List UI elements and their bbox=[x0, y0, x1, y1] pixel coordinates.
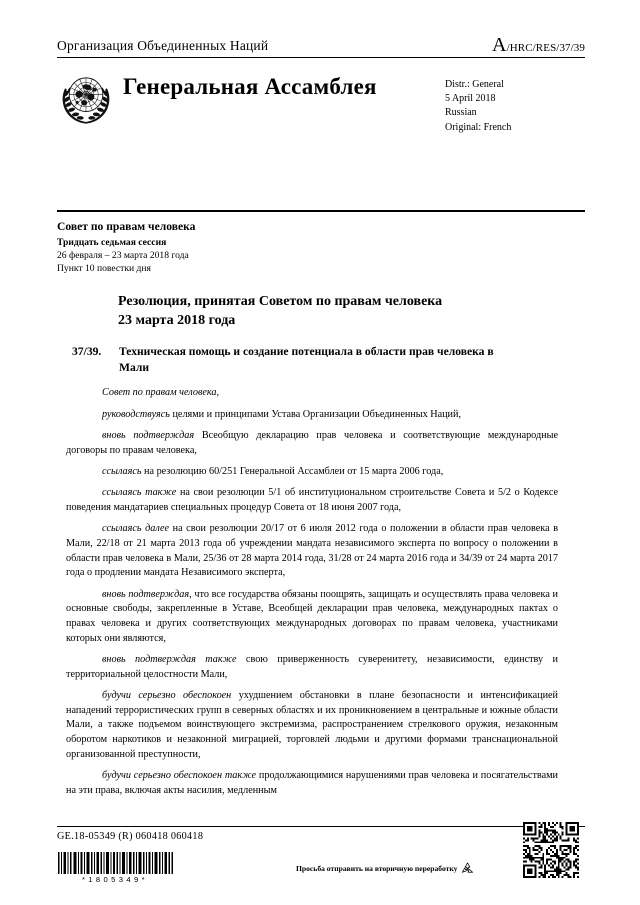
recycle-icon bbox=[460, 861, 475, 876]
preamble-lead-phrase: ссылаясь далее bbox=[102, 523, 170, 535]
recycle-note-text: Просьба отправить на вторичную переработку bbox=[296, 864, 458, 873]
resolution-item bbox=[72, 344, 572, 375]
session-block bbox=[57, 219, 457, 276]
preamble-lead-phrase: ссылаясь bbox=[102, 465, 142, 477]
resolution-number: 37/39. bbox=[72, 345, 102, 358]
preamble-lead-phrase: ссылаясь также bbox=[102, 487, 177, 499]
resolution-heading-line1: Резолюция, принятая Советом по правам человека bbox=[118, 294, 443, 309]
preamble-paragraph bbox=[66, 689, 558, 763]
un-emblem-icon bbox=[57, 68, 115, 126]
resolution-heading bbox=[118, 293, 578, 330]
preamble-paragraph bbox=[66, 653, 558, 682]
preamble-lead-phrase: будучи серьезно обеспокоен также bbox=[102, 770, 257, 782]
barcode-digits: *1805349* bbox=[81, 875, 149, 884]
session-dates: 26 февраля – 23 марта 2018 года bbox=[57, 250, 189, 262]
preamble-lead-phrase: руководствуясь bbox=[102, 408, 170, 420]
preamble-body bbox=[66, 386, 558, 805]
distribution-block bbox=[445, 78, 585, 135]
preamble-lead-phrase: вновь подтверждая bbox=[102, 588, 190, 600]
distribution-date: 5 April 2018 bbox=[445, 93, 496, 105]
preamble-paragraph-text: свою приверженность суверенитету, независимости, единству и территориальной целостности Мали, bbox=[66, 654, 558, 680]
preamble-paragraph-text: ухудшением обстановки в плане безопасности и интенсификацией нападений террористических групп в северных областях и их проникновением в центральные и южные области Мали, а также подъемом воинствующего экстремизма, распространением стрелкового оружия, незаконным оборотом наркотиков и незаконной миграцией, торговлей людьми и другими формами транснациональной организованной преступности, bbox=[66, 689, 558, 760]
resolution-title: Техническая помощь и создание потенциала в области прав человека в Мали bbox=[119, 345, 494, 374]
distribution-distr: Distr.: General bbox=[445, 79, 504, 90]
preamble-paragraph-text: на свои резолюции 20/17 от 6 июля 2012 года о положении в области прав человека в Мали, 22/18 от 21 марта 2013 года об учреждении мандата независимого эксперта по вопросу о положении в области прав человека в Мали, 25/36 от 28 марта 2014 года, 31/28 от 24 марта 2016 года и 34/39 от 24 марта 2017 года о продлении мандата Независимого эксперта, bbox=[66, 523, 559, 579]
preamble-paragraph bbox=[66, 769, 558, 798]
document-symbol-prefix: A bbox=[492, 34, 507, 56]
preamble-lead-phrase: Совет по правам человека, bbox=[102, 387, 220, 398]
preamble-paragraph bbox=[66, 486, 558, 515]
organization-row bbox=[57, 36, 585, 56]
header-separator-rule bbox=[57, 210, 585, 212]
masthead-rule bbox=[57, 57, 585, 58]
document-symbol-rest: /HRC/RES/37/39 bbox=[506, 42, 585, 54]
resolution-heading-line2: 23 марта 2018 года bbox=[118, 312, 236, 328]
preamble-paragraph-text: продолжающимися нарушениями прав человека и посягательствами на эти права, включая акты насилия, медленным bbox=[66, 770, 558, 796]
body-title: Генеральная Ассамблея bbox=[123, 74, 377, 99]
barcode bbox=[57, 852, 173, 884]
preamble-paragraph bbox=[66, 408, 558, 423]
qr-code bbox=[523, 822, 579, 878]
masthead bbox=[57, 36, 585, 135]
distribution-original: Original: French bbox=[445, 121, 512, 133]
council-name: Совет по правам человека bbox=[57, 220, 196, 233]
preamble-paragraph bbox=[66, 588, 558, 647]
preamble-paragraph bbox=[66, 465, 558, 480]
preamble-lead-phrase: вновь подтверждая bbox=[102, 429, 195, 441]
preamble-paragraph-text: Всеобщую декларацию прав человека и соответствующие международные договоры по правам человека, bbox=[66, 429, 558, 456]
preamble-paragraph-text: целями и принципами Устава Организации Объединенных Наций, bbox=[169, 408, 462, 420]
document-symbol bbox=[492, 36, 585, 54]
preamble-paragraph bbox=[66, 522, 558, 581]
organization-name: Организация Объединенных Наций bbox=[57, 38, 269, 53]
preamble-paragraph bbox=[66, 429, 558, 458]
preamble-paragraph-text: на свои резолюции 5/1 об институциональном строительстве Совета и 5/2 о Кодексе поведения мандатариев специальных процедур Совета от 18 июня 2007 года, bbox=[66, 487, 558, 513]
title-row bbox=[57, 66, 585, 135]
preamble-paragraph bbox=[66, 386, 558, 401]
job-number: GE.18-05349 (R) 060418 060418 bbox=[57, 831, 204, 842]
recycle-note bbox=[296, 861, 475, 876]
agenda-item: Пункт 10 повестки дня bbox=[57, 263, 151, 275]
footer-rule bbox=[57, 826, 585, 827]
distribution-language: Russian bbox=[445, 107, 477, 119]
preamble-lead-phrase: будучи серьезно обеспокоен bbox=[102, 689, 232, 701]
session-number: Тридцать седьмая сессия bbox=[57, 236, 167, 248]
preamble-lead-phrase: вновь подтверждая также bbox=[102, 654, 237, 666]
preamble-paragraph-text: , что все государства обязаны поощрять, защищать и осуществлять права человека и основные свободы, закрепленные в Уставе, Всеобщей декларации прав человека, международных пактах о правах человека и других соответствующих международных договорах по правам человека, участниками которых они являются, bbox=[66, 588, 558, 644]
preamble-paragraph-text: на резолюцию 60/251 Генеральной Ассамблеи от 15 марта 2006 года, bbox=[141, 465, 444, 477]
